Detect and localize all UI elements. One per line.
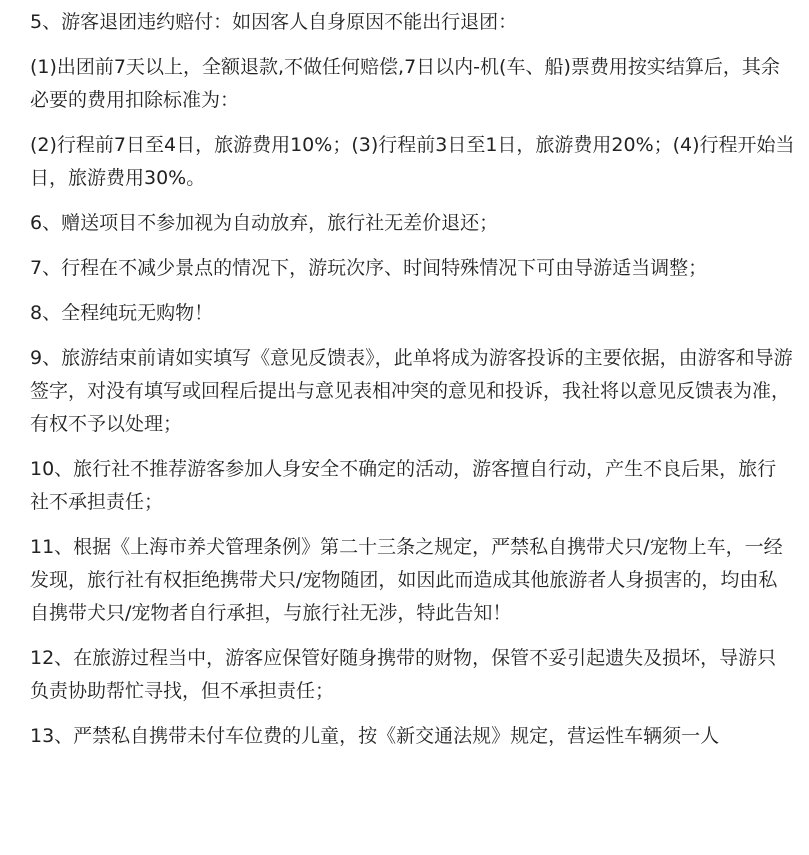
paragraph-refund-policy: 5、游客退团违约赔付：如因客人自身原因不能出行退团： bbox=[30, 11, 518, 33]
document-body bbox=[30, 0, 795, 753]
paragraph-item-9: 9、旅游结束前请如实填写《意见反馈表》，此单将成为游客投诉的主要依据，由游客和导游签字，对没有填写或回程后提出与意见表相冲突的意见和投诉，我社将以意见反馈表为准，有权不予以处理； bbox=[30, 347, 793, 435]
paragraph-item-7: 7、行程在不减少景点的情况下，游玩次序、时间特殊情况下可由导游适当调整； bbox=[30, 257, 708, 279]
paragraph-refund-7-days: (1)出团前7天以上，全额退款,不做任何赔偿,7日以内-机(车、船)票费用按实结算后，其余必要的费用扣除标准为： bbox=[30, 56, 780, 111]
paragraph-item-8: 8、全程纯玩无购物！ bbox=[30, 302, 214, 324]
paragraph-item-10: 10、旅行社不推荐游客参加人身安全不确定的活动，游客擅自行动，产生不良后果，旅行社不承担责任； bbox=[30, 458, 777, 513]
paragraph-item-12: 12、在旅游过程当中，游客应保管好随身携带的财物，保管不妥引起遗失及损坏，导游只负责协助帮忙寻找，但不承担责任； bbox=[30, 647, 777, 702]
paragraph-item-6: 6、赠送项目不参加视为自动放弃，旅行社无差价退还； bbox=[30, 212, 499, 234]
paragraph-refund-rates: (2)行程前7日至4日，旅游费用10%；(3)行程前3日至1日，旅游费用20%；(4)行程开始当日，旅游费用30%。 bbox=[30, 134, 795, 189]
paragraph-item-11: 11、根据《上海市养犬管理条例》第二十三条之规定，严禁私自携带犬只/宠物上车，一经发现，旅行社有权拒绝携带犬只/宠物随团，如因此而造成其他旅游者人身损害的，均由私自携带犬只/宠物者自行承担，与旅行社无涉，特此告知！ bbox=[30, 536, 783, 624]
paragraph-item-13: 13、严禁私自携带未付车位费的儿童，按《新交通法规》规定，营运性车辆须一人 bbox=[30, 725, 720, 747]
